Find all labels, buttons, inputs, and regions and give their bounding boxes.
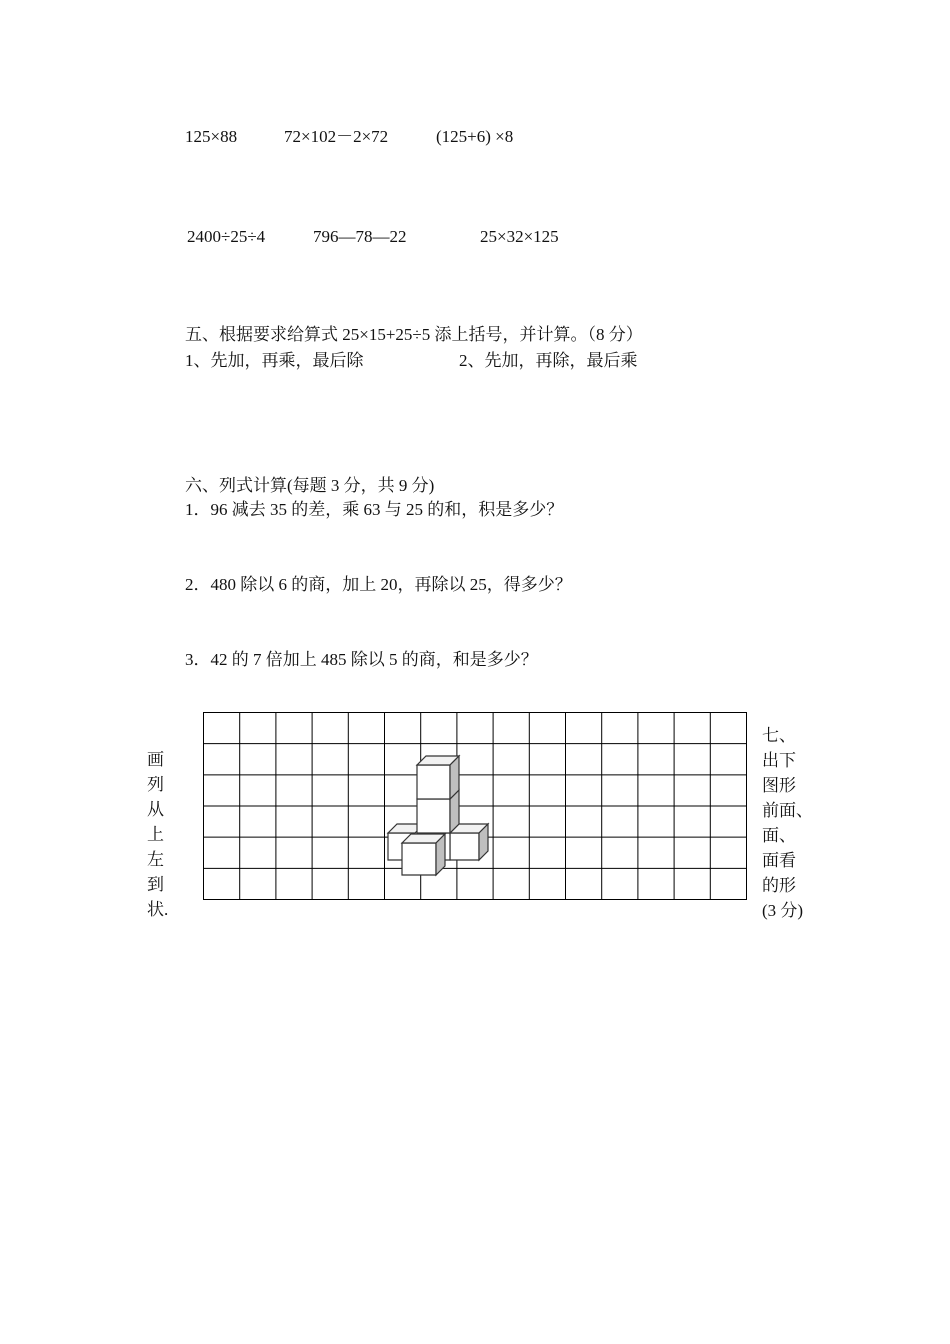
left-char-1: 画	[147, 750, 164, 769]
section5-title: 五、根据要求给算式 25×15+25÷5 添上括号，并计算。（8 分）	[185, 325, 643, 344]
right-line-7: 的形	[762, 876, 796, 895]
right-line-3: 图形	[762, 776, 796, 795]
expression-3: (125+6) ×8	[436, 127, 514, 146]
right-line-5: 面、	[762, 826, 796, 845]
right-line-8: (3 分)	[762, 901, 804, 920]
left-char-5: 左	[147, 850, 164, 869]
expression-2: 72×102－2×72	[284, 127, 389, 146]
expression-4: 2400÷25÷4	[187, 227, 266, 246]
section5-item-2: 2、先加，再除，最后乘	[459, 351, 638, 370]
right-line-1: 七、	[762, 726, 796, 745]
cube-figure-icon	[388, 756, 488, 875]
right-line-4: 前面、	[762, 801, 813, 820]
expression-1: 125×88	[185, 127, 238, 146]
right-line-6: 面看	[762, 851, 796, 870]
section7-left-text	[147, 747, 168, 922]
expression-5: 796—78—22	[313, 227, 407, 246]
expression-6: 25×32×125	[480, 227, 559, 246]
section5-item-1: 1、先加，再乘，最后除	[185, 351, 364, 370]
section6-question-1: 1．96 减去 35 的差，乘 63 与 25 的和，积是多少？	[185, 500, 564, 519]
section6-question-2: 2．480 除以 6 的商，加上 20，再除以 25，得多少？	[185, 575, 572, 594]
grid-lines	[204, 713, 747, 900]
left-char-3: 从	[147, 800, 164, 819]
left-char-2: 列	[147, 775, 164, 794]
right-line-2: 出下	[762, 751, 796, 770]
left-char-7: 状.	[147, 900, 169, 919]
left-char-6: 到	[147, 875, 164, 894]
section7-right-text	[762, 723, 813, 923]
left-char-4: 上	[147, 825, 164, 844]
section7-grid	[203, 712, 747, 900]
section6-question-3: 3．42 的 7 倍加上 485 除以 5 的商，和是多少？	[185, 650, 538, 669]
section6-title: 六、列式计算(每题 3 分，共 9 分)	[185, 476, 435, 495]
